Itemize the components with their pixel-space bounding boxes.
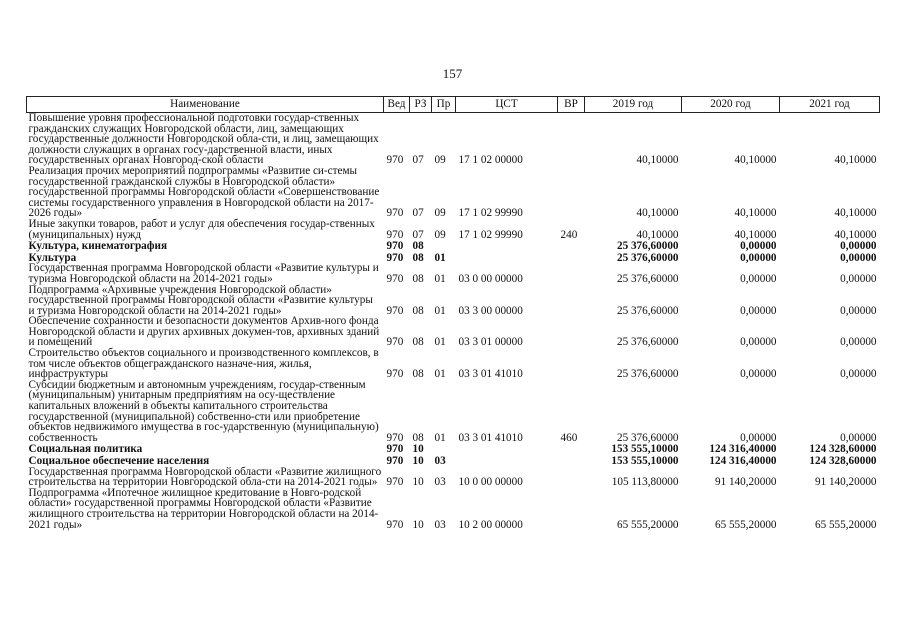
cell-vr [558, 443, 585, 455]
cell-ved: 970 [386, 431, 404, 444]
cell-2019: 153 555,10000 [611, 455, 679, 467]
cell-ved: 970 [386, 240, 404, 253]
cell-ved: 970 [386, 476, 404, 489]
cell-rz: 08 [412, 304, 424, 317]
cell-2019: 105 113,80000 [611, 476, 679, 489]
cell-rz: 07 [412, 154, 424, 167]
cell-cst: 17 1 02 99990 [458, 207, 523, 220]
cell-2019: 25 376,60000 [616, 272, 679, 285]
cell-2019: 25 376,60000 [616, 368, 679, 381]
cell-rz: 10 [412, 455, 424, 467]
cell-name: Обеспечение сохранности и безопасности документов Архив-ного фонда Новгородской области и других архивных докумен-тов, архивных зданий и помещений [28, 315, 380, 349]
cell-rz: 10 [412, 476, 424, 489]
cell-2021: 124 328,60000 [809, 443, 877, 456]
cell-2020: 40,10000 [734, 228, 777, 241]
cell-vr: 240 [560, 228, 578, 241]
header-pr: Пр [432, 97, 456, 113]
cell-ved: 970 [386, 251, 404, 264]
cell-name: Подпрограмма «Ипотечное жилищное кредитование в Новго-родской области» государственной программы Новгородской области «Развитие жилищного строительства на территории Новгородской области на 2014-2021 годы» [28, 486, 379, 531]
cell-2019: 40,10000 [636, 154, 679, 167]
cell-2021: 0,00000 [840, 336, 877, 349]
cell-rz: 08 [412, 251, 424, 264]
cell-pr: 09 [434, 207, 446, 220]
cell-2019: 25 376,60000 [616, 336, 679, 349]
table-header-row [27, 97, 880, 113]
cell-cst: 10 2 00 00000 [458, 518, 523, 531]
cell-pr: 01 [434, 272, 446, 285]
table-row [27, 263, 880, 284]
cell-2020: 124 316,40000 [709, 443, 777, 456]
cell-ved: 970 [386, 518, 404, 531]
cell-cst [456, 240, 558, 252]
cell-pr: 09 [434, 154, 446, 167]
cell-vr: 460 [560, 431, 578, 444]
cell-2019: 40,10000 [636, 228, 679, 241]
cell-vr [558, 240, 585, 252]
cell-name: Культура [28, 251, 77, 264]
cell-cst: 17 1 02 00000 [458, 154, 523, 167]
cell-2020: 0,00000 [740, 304, 777, 317]
cell-pr: 01 [434, 336, 446, 349]
cell-2021: 40,10000 [834, 207, 877, 220]
cell-rz: 08 [412, 336, 424, 349]
cell-rz: 08 [412, 431, 424, 444]
cell-name: Государственная программа Новгородской области «Развитие жилищного строительства на территории Новгородской обла-сти на 2014-2021 годы» [28, 465, 382, 489]
table-row [27, 285, 880, 317]
cell-2019: 153 555,10000 [611, 443, 679, 456]
cell-name: Строительство объектов социального и производственного комплексов, в том числе объектов общегражданского назначе-ния, жилья, инфраструктуры [28, 347, 379, 381]
cell-rz: 08 [412, 368, 424, 381]
cell-2021: 0,00000 [840, 304, 877, 317]
cell-vr [558, 285, 585, 317]
cell-vr [558, 166, 585, 219]
cell-cst [456, 252, 558, 264]
table-row [27, 443, 880, 455]
cell-name: Социальное обеспечение населения [28, 455, 210, 467]
cell-cst: 03 3 01 00000 [458, 336, 523, 349]
table-row [27, 455, 880, 467]
cell-ved: 970 [386, 336, 404, 349]
cell-vr [558, 252, 585, 264]
cell-ved: 970 [386, 443, 404, 456]
cell-rz: 08 [412, 272, 424, 285]
cell-pr: 01 [434, 368, 446, 381]
cell-ved: 970 [386, 455, 404, 467]
cell-2019: 25 376,60000 [616, 251, 679, 264]
table-row [27, 316, 880, 348]
cell-name: Реализация прочих мероприятий подпрограммы «Развитие си-стемы государственной гражданской службы в Новгородской области» государственной программы Новгородской области «Совершенствование системы государственного управления в Новгородской области на 2017-2026 годы» [28, 164, 380, 220]
table-row [27, 240, 880, 252]
cell-pr: 09 [434, 228, 446, 241]
header-name: Наименование [27, 97, 384, 113]
cell-pr: 01 [434, 304, 446, 317]
cell-name: Повышение уровня профессиональной подготовки государ-ственных гражданских служащих Новгородской области, лиц, замещающих государственные должности Новгородской обла-сти, и лиц, замещающих должности служащих в органах госу-дарственной власти, иных государственных органах Новгород-ской области [28, 112, 379, 167]
cell-vr [558, 113, 585, 166]
cell-pr [432, 443, 456, 455]
cell-ved: 970 [386, 368, 404, 381]
cell-ved: 970 [386, 228, 404, 241]
cell-vr [558, 263, 585, 284]
cell-2020: 0,00000 [740, 368, 777, 381]
cell-2019: 25 376,60000 [616, 304, 679, 317]
table-row [27, 348, 880, 380]
header-rz: РЗ [410, 97, 432, 113]
table-row [27, 219, 880, 240]
cell-2021: 124 328,60000 [809, 455, 877, 467]
cell-2020: 91 140,20000 [714, 476, 777, 489]
cell-name: Культура, кинематография [28, 240, 167, 253]
cell-pr [432, 240, 456, 252]
cell-2020: 40,10000 [734, 154, 777, 167]
cell-rz: 07 [412, 207, 424, 220]
cell-name: Субсидии бюджетным и автономным учреждениям, государ-ственным (муниципальным) унитарным предприятиям на осу-ществление капитальных вложений в объекты капитального строительства государственной (муниципальной) собственно-сти или приобретение объектов недвижимого имущества в гос-ударственную (муниципальную) собственность [28, 378, 379, 444]
table-row [27, 467, 880, 488]
cell-2020: 0,00000 [740, 251, 777, 264]
header-ved: Вед [384, 97, 410, 113]
cell-2020: 40,10000 [734, 207, 777, 220]
table-row [27, 166, 880, 219]
table-row [27, 380, 880, 444]
cell-vr [558, 316, 585, 348]
cell-2021: 0,00000 [840, 251, 877, 264]
cell-pr: 03 [434, 518, 446, 531]
budget-table [26, 96, 880, 530]
cell-rz: 10 [412, 443, 424, 456]
cell-2020: 0,00000 [740, 336, 777, 349]
cell-2021: 65 555,20000 [814, 518, 877, 531]
cell-ved: 970 [386, 207, 404, 220]
cell-name: Иные закупки товаров, работ и услуг для обеспечения государ-ственных (муниципальных) нужд [28, 217, 375, 241]
header-2020: 2020 год [682, 97, 780, 113]
cell-ved: 970 [386, 272, 404, 285]
table-row [27, 488, 880, 530]
cell-2021: 0,00000 [840, 240, 877, 253]
cell-2019: 25 376,60000 [616, 240, 679, 253]
cell-2020: 0,00000 [740, 240, 777, 253]
cell-ved: 970 [386, 154, 404, 167]
cell-2019: 40,10000 [636, 207, 679, 220]
page-number: 157 [442, 66, 463, 81]
cell-rz: 08 [412, 240, 424, 253]
table-body [27, 113, 880, 531]
cell-rz: 07 [412, 228, 424, 241]
cell-2019: 65 555,20000 [616, 518, 679, 531]
cell-name: Государственная программа Новгородской области «Развитие культуры и туризма Новгородской области на 2014-2021 годы» [28, 262, 379, 285]
header-2019: 2019 год [585, 97, 682, 113]
cell-pr: 01 [434, 251, 446, 264]
cell-vr [558, 488, 585, 530]
cell-vr [558, 455, 585, 467]
cell-cst [456, 443, 558, 455]
cell-cst: 03 3 00 00000 [458, 304, 523, 317]
cell-cst [456, 455, 558, 467]
cell-pr: 01 [434, 431, 446, 444]
cell-2020: 0,00000 [740, 272, 777, 285]
cell-2020: 124 316,40000 [709, 455, 777, 467]
cell-2019: 25 376,60000 [616, 431, 679, 444]
cell-2021: 40,10000 [834, 228, 877, 241]
cell-cst: 10 0 00 00000 [458, 476, 523, 489]
header-2021: 2021 год [780, 97, 880, 113]
cell-name: Подпрограмма «Архивные учреждения Новгородской области» государственной программы Новгородской области «Развитие культуры и туризма Новгородской области на 2014-2021 годы» [28, 283, 373, 317]
cell-cst: 03 0 00 00000 [458, 272, 523, 285]
cell-cst: 03 3 01 41010 [458, 431, 523, 444]
cell-2021: 0,00000 [840, 272, 877, 285]
cell-2020: 0,00000 [740, 431, 777, 444]
table-row [27, 113, 880, 166]
cell-2021: 91 140,20000 [814, 476, 877, 489]
cell-cst: 17 1 02 99990 [458, 228, 523, 241]
cell-vr [558, 348, 585, 380]
cell-name: Социальная политика [28, 443, 143, 456]
header-cst: ЦСТ [456, 97, 558, 113]
header-vr: ВР [558, 97, 585, 113]
cell-ved: 970 [386, 304, 404, 317]
cell-cst: 03 3 01 41010 [458, 368, 523, 381]
cell-pr: 03 [434, 455, 446, 467]
cell-2021: 40,10000 [834, 154, 877, 167]
cell-2021: 0,00000 [840, 431, 877, 444]
cell-vr [558, 467, 585, 488]
cell-2021: 0,00000 [840, 368, 877, 381]
cell-pr: 03 [434, 476, 446, 489]
cell-rz: 10 [412, 518, 424, 531]
cell-2020: 65 555,20000 [714, 518, 777, 531]
